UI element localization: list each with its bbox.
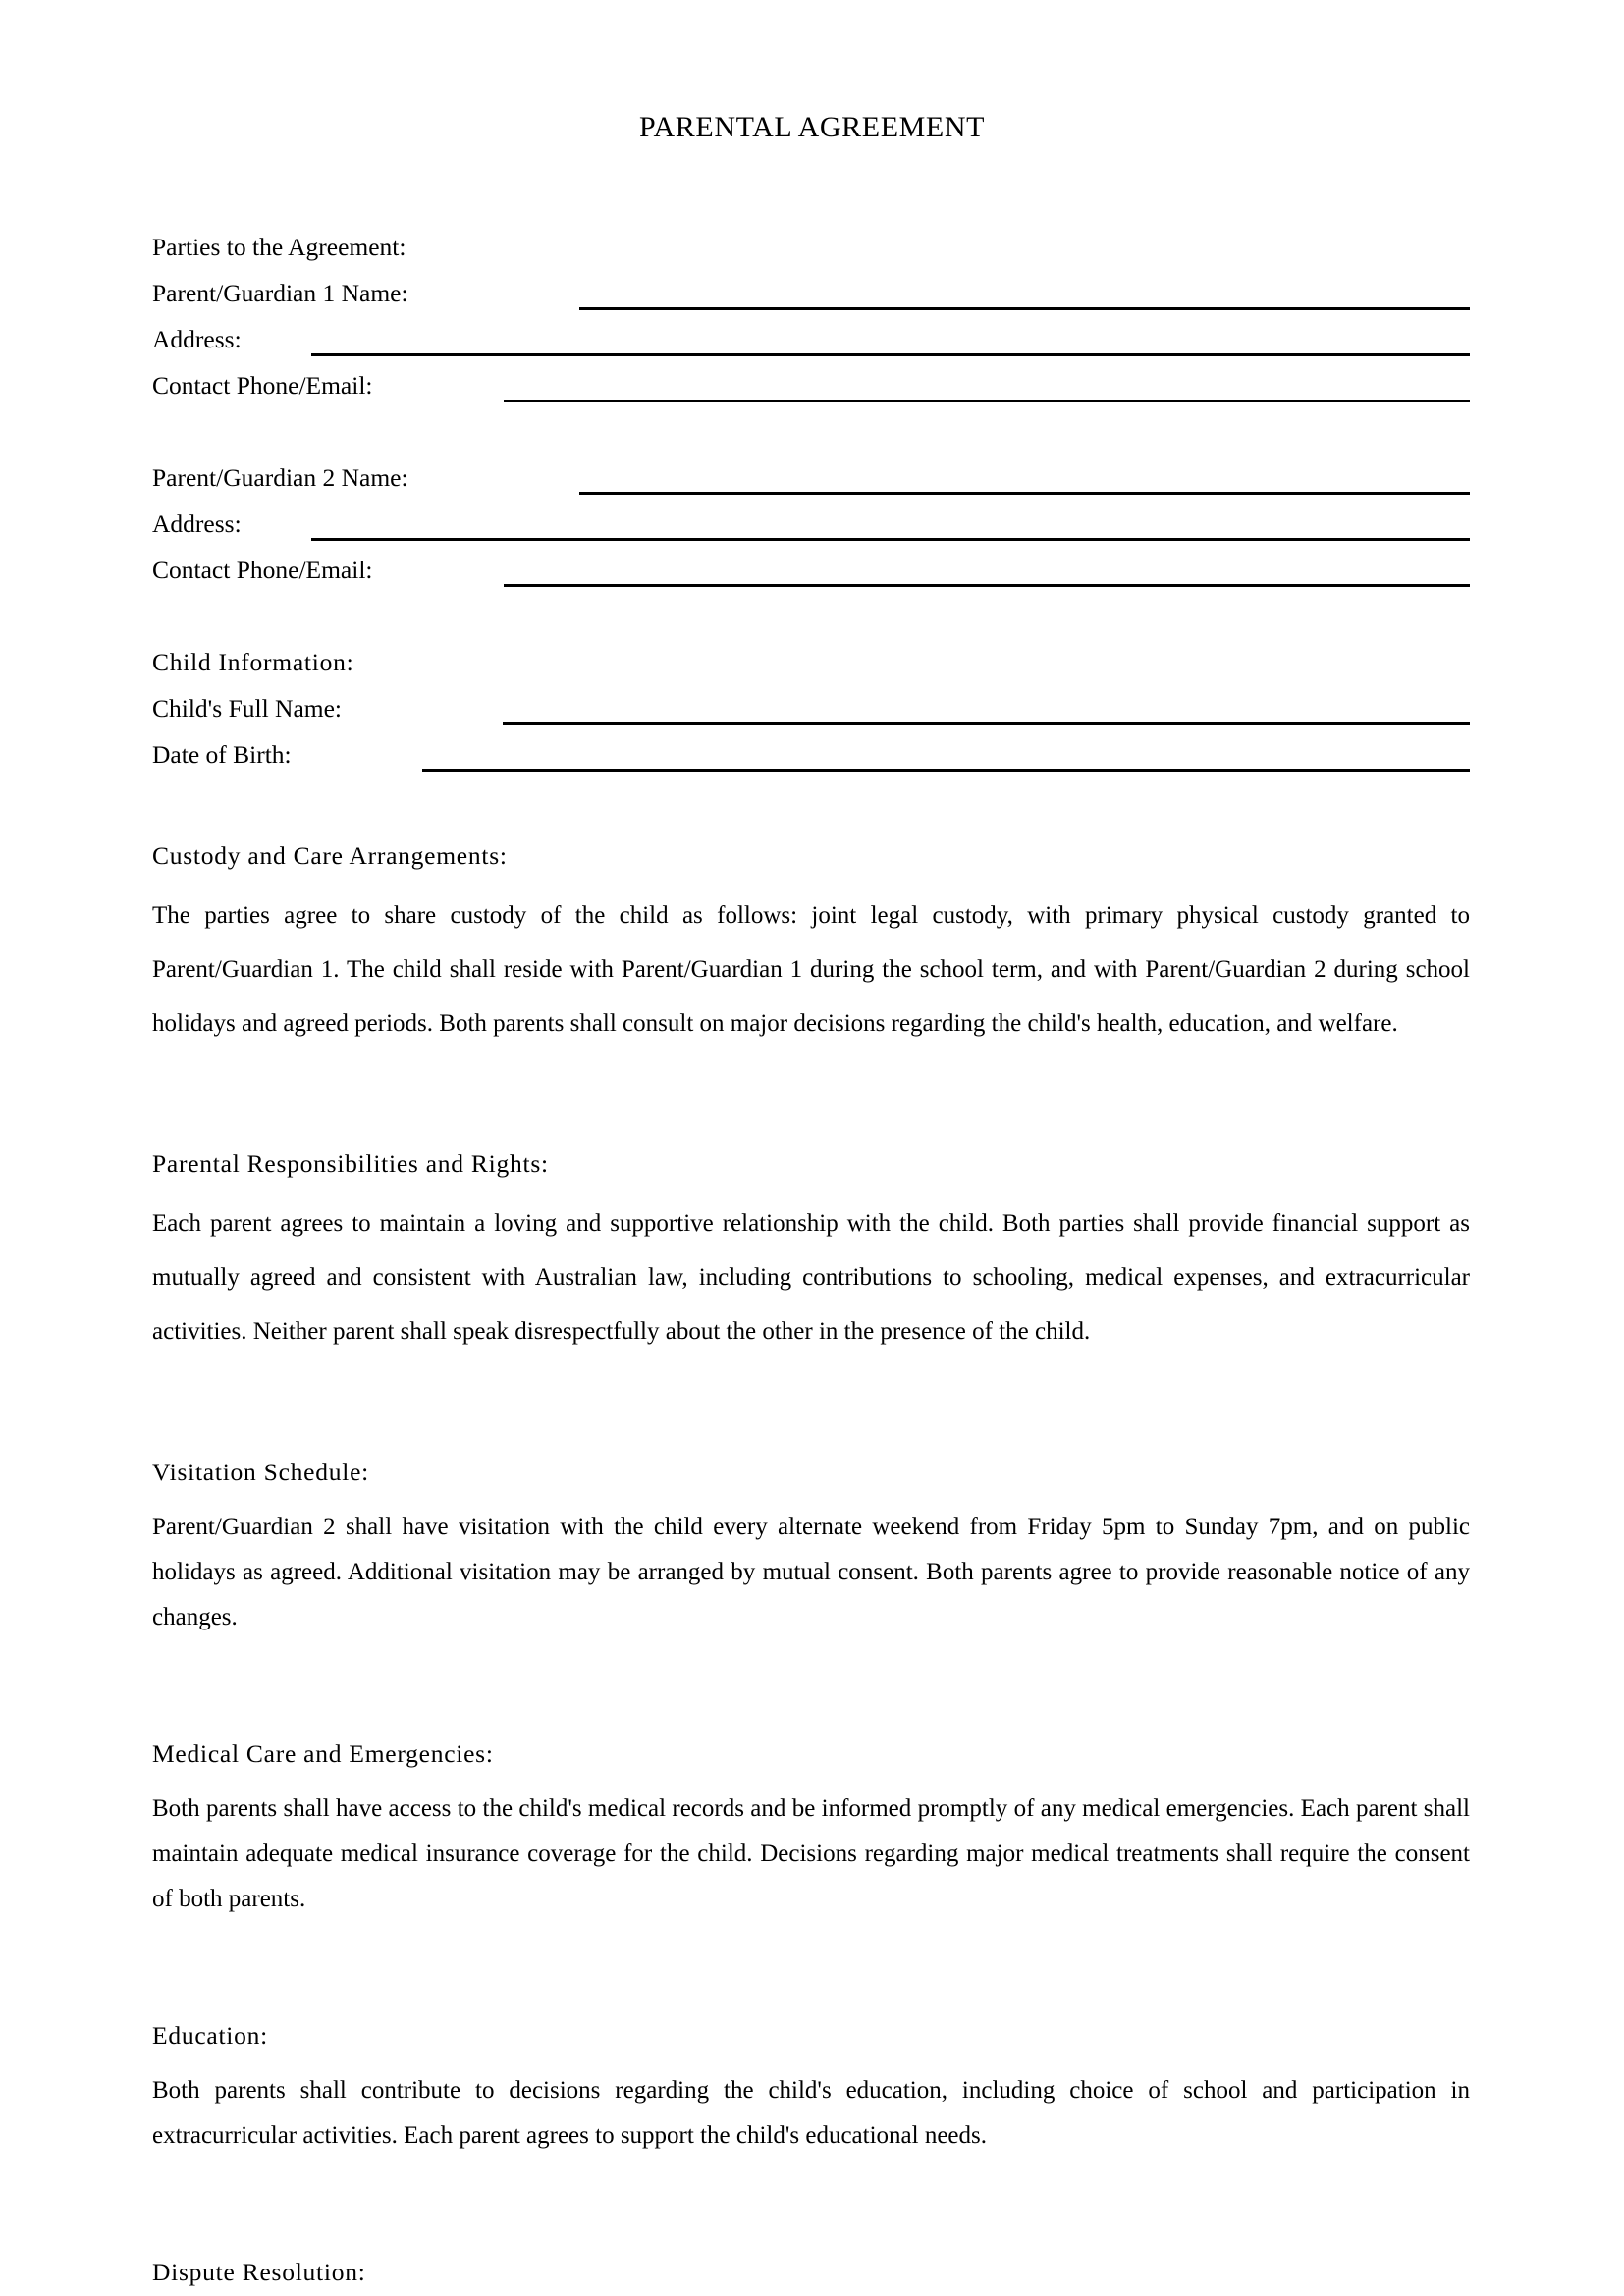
parties-heading-row [152, 224, 1470, 270]
heading-body-gap [152, 1187, 1470, 1197]
guardian2-address-input[interactable] [311, 538, 1470, 541]
section-medical-body: Both parents shall have access to the child's medical records and be informed promptly of any medical emergencies. Each parent shall maintain adequate medical insurance coverage for the child. Decisions regarding major medical treatments shall require the consent of both parents. [152, 1795, 1470, 1912]
guardian1-name-row[interactable] [152, 270, 1470, 316]
section-medical [152, 1731, 1470, 1922]
guardian1-address-input[interactable] [311, 353, 1470, 356]
section-education [152, 2012, 1470, 2159]
child-name-label: Child's Full Name: [152, 694, 343, 722]
section-gap [152, 1050, 1470, 1141]
child-dob-label: Date of Birth: [152, 740, 292, 769]
child-name-input[interactable] [503, 722, 1470, 725]
section-visitation-heading: Visitation Schedule: [152, 1458, 369, 1486]
section-visitation [152, 1449, 1470, 1640]
child-dob-row[interactable] [152, 731, 1470, 777]
section-custody-heading: Custody and Care Arrangements: [152, 841, 508, 870]
guardian2-name-row[interactable] [152, 454, 1470, 501]
section-dispute-resolution [152, 2249, 1470, 2295]
child-section-space [152, 593, 1470, 639]
guardian1-name-input[interactable] [579, 307, 1470, 310]
child-dob-input[interactable] [422, 769, 1470, 772]
guardian2-contact-label: Contact Phone/Email: [152, 556, 373, 584]
guardian-divider-space [152, 408, 1470, 454]
guardian2-contact-input[interactable] [504, 584, 1470, 587]
guardian1-contact-row[interactable] [152, 362, 1470, 408]
guardian1-address-row[interactable] [152, 316, 1470, 362]
section-gap [152, 2159, 1470, 2249]
section-education-heading: Education: [152, 2021, 268, 2050]
section-medical-heading: Medical Care and Emergencies: [152, 1739, 494, 1768]
child-information-heading: Child Information: [152, 648, 354, 676]
guardian1-contact-label: Contact Phone/Email: [152, 371, 373, 400]
child-heading-row [152, 639, 1470, 685]
guardian2-address-label: Address: [152, 509, 242, 538]
heading-body-gap [152, 1495, 1470, 1505]
section-dispute-resolution-heading: Dispute Resolution: [152, 2258, 366, 2286]
section-responsibilities-body: Each parent agrees to maintain a loving and supportive relationship with the child. Both parties shall provide financial support as mutually agreed and consistent with Australian law, including contributions to schooling, medical expenses, and extracurricular activities. Neither parent shall speak disrespectfully about the other in the presence of the child. [152, 1210, 1470, 1345]
guardian2-address-row[interactable] [152, 501, 1470, 547]
document-body [152, 224, 1470, 2295]
heading-body-gap [152, 879, 1470, 888]
section-responsibilities-heading: Parental Responsibilities and Rights: [152, 1149, 549, 1178]
child-information-section [152, 639, 1470, 777]
page-title: PARENTAL AGREEMENT [638, 111, 986, 143]
child-name-row[interactable] [152, 685, 1470, 731]
section-education-body: Both parents shall contribute to decisions regarding the child's education, including choice of school and participation in extracurricular activities. Each parent agrees to support the child's educational needs. [152, 2077, 1470, 2149]
guardian2-name-input[interactable] [579, 492, 1470, 495]
parties-section [152, 224, 1470, 593]
heading-body-gap [152, 2058, 1470, 2068]
section-gap [152, 1359, 1470, 1449]
section-custody [152, 832, 1470, 1050]
guardian2-name-label: Parent/Guardian 2 Name: [152, 463, 408, 492]
parties-heading: Parties to the Agreement: [152, 233, 406, 261]
guardian1-address-label: Address: [152, 325, 242, 353]
section-gap [152, 1922, 1470, 2012]
section-gap [152, 1640, 1470, 1731]
section-visitation-body: Parent/Guardian 2 shall have visitation with the child every alternate weekend from Friday 5pm to Sunday 7pm, and on public holidays as agreed. Additional visitation may be arranged by mutual consent. Both parents agree to provide reasonable notice of any changes. [152, 1514, 1470, 1630]
section-custody-body: The parties agree to share custody of the child as follows: joint legal custody, with primary physical custody granted to Parent/Guardian 1. The child shall reside with Parent/Guardian 1 during the school term, and with Parent/Guardian 2 during school holidays and agreed periods. Both parents shall consult on major decisions regarding the child's health, education, and welfare. [152, 902, 1470, 1037]
guardian2-contact-row[interactable] [152, 547, 1470, 593]
section-gap [152, 777, 1470, 832]
guardian1-name-label: Parent/Guardian 1 Name: [152, 279, 408, 307]
section-responsibilities [152, 1141, 1470, 1359]
heading-body-gap [152, 1777, 1470, 1787]
guardian1-contact-input[interactable] [504, 400, 1470, 402]
